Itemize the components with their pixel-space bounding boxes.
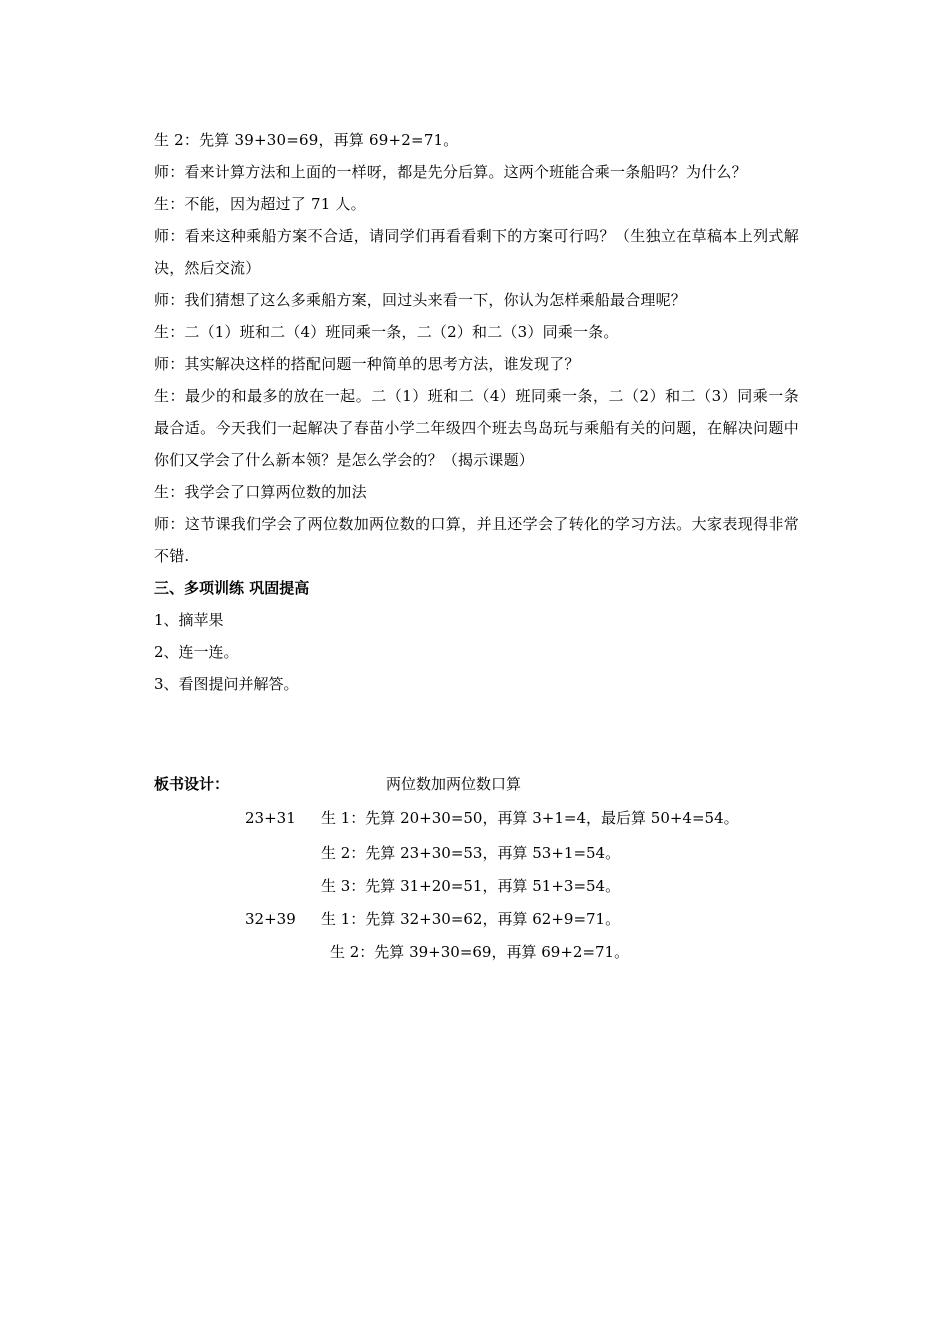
board-line: 生 1：先算 20+30=50，再算 3+1=4，最后算 50+4=54。 — [321, 809, 739, 827]
lesson-body — [154, 124, 799, 700]
dialogue-line: 生：不能，因为超过了 71 人。 — [154, 195, 366, 213]
dialogue-line: 师：看来计算方法和上面的一样呀，都是先分后算。这两个班能合乘一条船吗？为什么？ — [154, 163, 747, 181]
board-label: 板书设计： — [154, 775, 230, 793]
exercise-item: 1、摘苹果 — [154, 611, 224, 629]
dialogue-line: 生：最少的和最多的放在一起。二（1）班和二（4）班同乘一条，二（2）和二（3）同乘一条最合适。今天我们一起解决了春苗小学二年级四个班去鸟岛玩与乘船有关的问题，在解决问题中你们又学会了什么新本领？是怎么学会的？（揭示课题） — [154, 387, 799, 469]
dialogue-line: 师：其实解决这样的搭配问题一种简单的思考方法，谁发现了？ — [154, 355, 580, 373]
board-title: 两位数加两位数口算 — [386, 775, 522, 793]
board-line: 生 3：先算 31+20=51，再算 51+3=54。 — [321, 877, 621, 895]
exercise-item: 3、看图提问并解答。 — [154, 675, 299, 693]
board-line: 生 1：先算 32+30=62，再算 62+9=71。 — [321, 910, 621, 928]
dialogue-line: 生：我学会了口算两位数的加法 — [154, 483, 367, 501]
dialogue-line: 师：看来这种乘船方案不合适，请同学们再看看剩下的方案可行吗？（生独立在草稿本上列式解决，然后交流） — [154, 227, 799, 277]
dialogue-line: 生：二（1）班和二（4）班同乘一条，二（2）和二（3）同乘一条。 — [154, 323, 619, 341]
dialogue-line: 师：这节课我们学会了两位数加两位数的口算，并且还学会了转化的学习方法。大家表现得非常不错. — [154, 515, 799, 565]
dialogue-line: 生 2：先算 39+30=69，再算 69+2=71。 — [154, 131, 459, 149]
board-line: 生 2：先算 23+30=53，再算 53+1=54。 — [321, 844, 621, 862]
dialogue-line: 师：我们猜想了这么多乘船方案，回过头来看一下，你认为怎样乘船最合理呢？ — [154, 291, 687, 309]
board-line: 生 2：先算 39+30=69，再算 69+2=71。 — [330, 943, 630, 961]
board-expression: 23+31 — [245, 809, 296, 827]
exercise-item: 2、连一连。 — [154, 643, 239, 661]
board-expression: 32+39 — [245, 910, 296, 928]
section-heading: 三、多项训练 巩固提高 — [154, 579, 310, 597]
